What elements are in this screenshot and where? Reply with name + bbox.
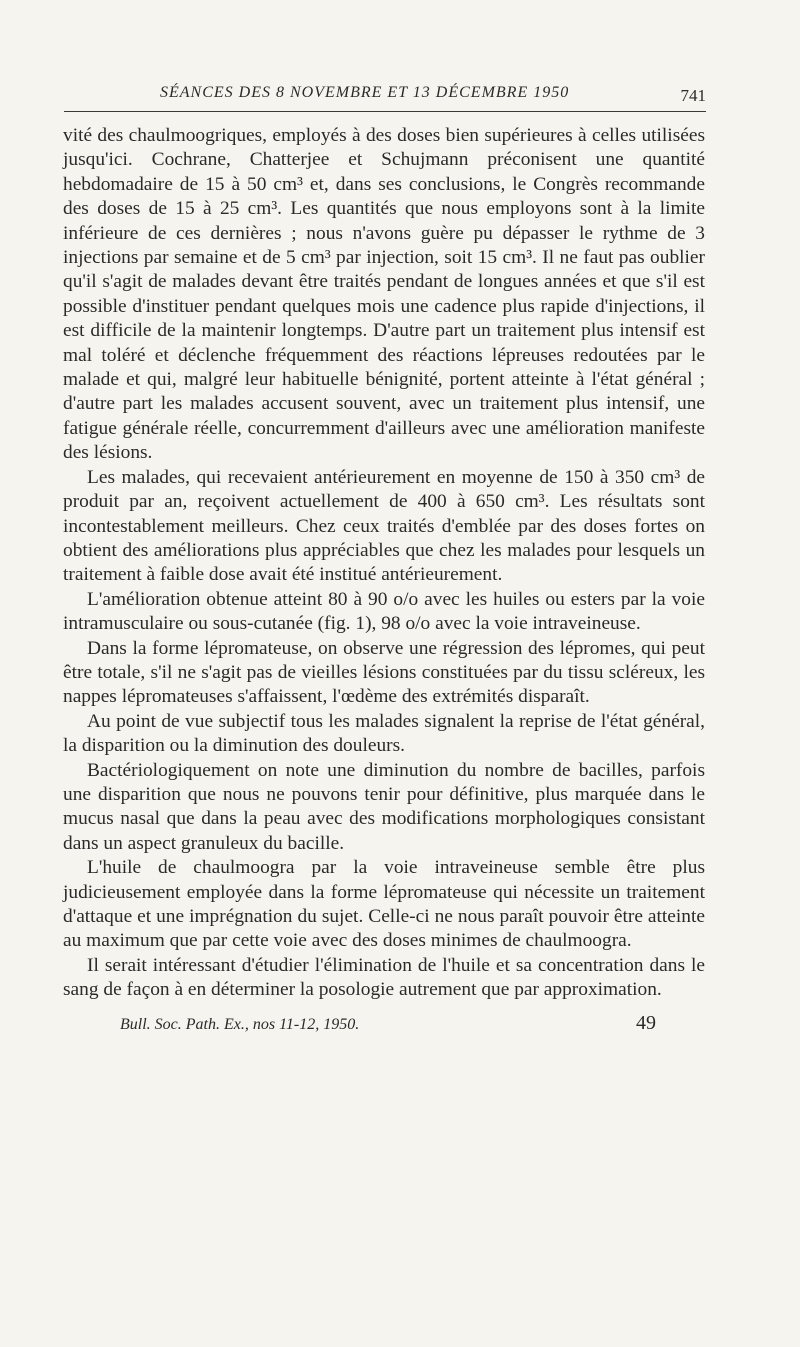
header-rule (64, 111, 706, 112)
paragraph-bacteriology: Bactériologiquement on note une diminution du nombre de bacilles, parfois une disparition que nous ne pouvons tenir pour définitive, plus marquée dans le mucus nasal que dans la peau avec des modifications morphologiques consistant dans un aspect granuleux du bacille. (63, 759, 705, 854)
page-header (160, 84, 706, 108)
footer-citation: Bull. Soc. Path. Ex., nos 11-12, 1950. (120, 1016, 360, 1033)
signature-mark: 49 (636, 1012, 656, 1034)
page-number: 741 (680, 86, 706, 105)
paragraph-continuation: vité des chaulmoogriques, employés à des doses bien supérieures à celles utilisées jusqu'ici. Cochrane, Chatterjee et Schujmann préconisent une quantité hebdomadaire de 15 à 50 cm³ et, dans ses conclusions, le Congrès recommande des doses de 15 à 25 cm³. Les quantités que nous employons sont à la limite inférieure de ces dernières ; nous n'avons guère pu dépasser le rythme de 3 injections par semaine et de 5 cm³ par injection, soit 15 cm³. Il ne faut pas oublier qu'il s'agit de malades devant être traités pendant de longues années et que s'il est possible d'instituer pendant quelques mois une cadence plus rapide d'injections, il est difficile de la maintenir longtemps. D'autre part un traitement plus intensif est mal toléré et déclenche fréquemment des réactions lépreuses redoutées par le malade et qui, malgré leur habituelle bénignité, portent atteinte à l'état général ; d'autre part les malades accusent souvent, avec un traitement plus intensif, une fatigue générale réelle, concurremment d'ailleurs avec une amélioration manifeste des lésions. (63, 125, 705, 464)
paragraph-subjective: Au point de vue subjectif tous les malades signalent la reprise de l'état général, la disparition ou la diminution des douleurs. (63, 710, 705, 757)
running-head: SÉANCES DES 8 NOVEMBRE ET 13 DÉCEMBRE 1950 (160, 84, 570, 101)
paragraph-lepromatous-form: Dans la forme lépromateuse, on observe une régression des lépromes, qui peut être totale, s'il ne s'agit pas de vieilles lésions constituées par du tissu scléreux, les nappes lépromateuses s'affaissent, l'œdème des extrémités disparaît. (63, 637, 705, 708)
page-footer (120, 1012, 656, 1040)
paragraph-improvement-rate: L'amélioration obtenue atteint 80 à 90 o/o avec les huiles ou esters par la voie intramusculaire ou sous-cutanée (fig. 1), 98 o/o avec la voie intraveineuse. (63, 588, 705, 635)
paragraph-intravenous: L'huile de chaulmoogra par la voie intraveineuse semble être plus judicieusement employée dans la forme lépromateuse qui nécessite un traitement d'attaque et une imprégnation du sujet. Celle-ci ne nous paraît pouvoir être atteinte au maximum que par cette voie avec des doses minimes de chaulmoogra. (63, 857, 705, 952)
article-body (63, 124, 705, 1003)
paragraph-elimination: Il serait intéressant d'étudier l'élimination de l'huile et sa concentration dans le sang de façon à en déterminer la posologie autrement que par approximation. (63, 954, 705, 1001)
paragraph-dosage-results: Les malades, qui recevaient antérieurement en moyenne de 150 à 350 cm³ de produit par an, reçoivent actuellement de 400 à 650 cm³. Les résultats sont incontestablement meilleurs. Chez ceux traités d'emblée par des doses fortes on obtient des améliorations plus appréciables que chez les malades pour lesquels un traitement à faible dose avait été institué antérieurement. (63, 466, 705, 586)
